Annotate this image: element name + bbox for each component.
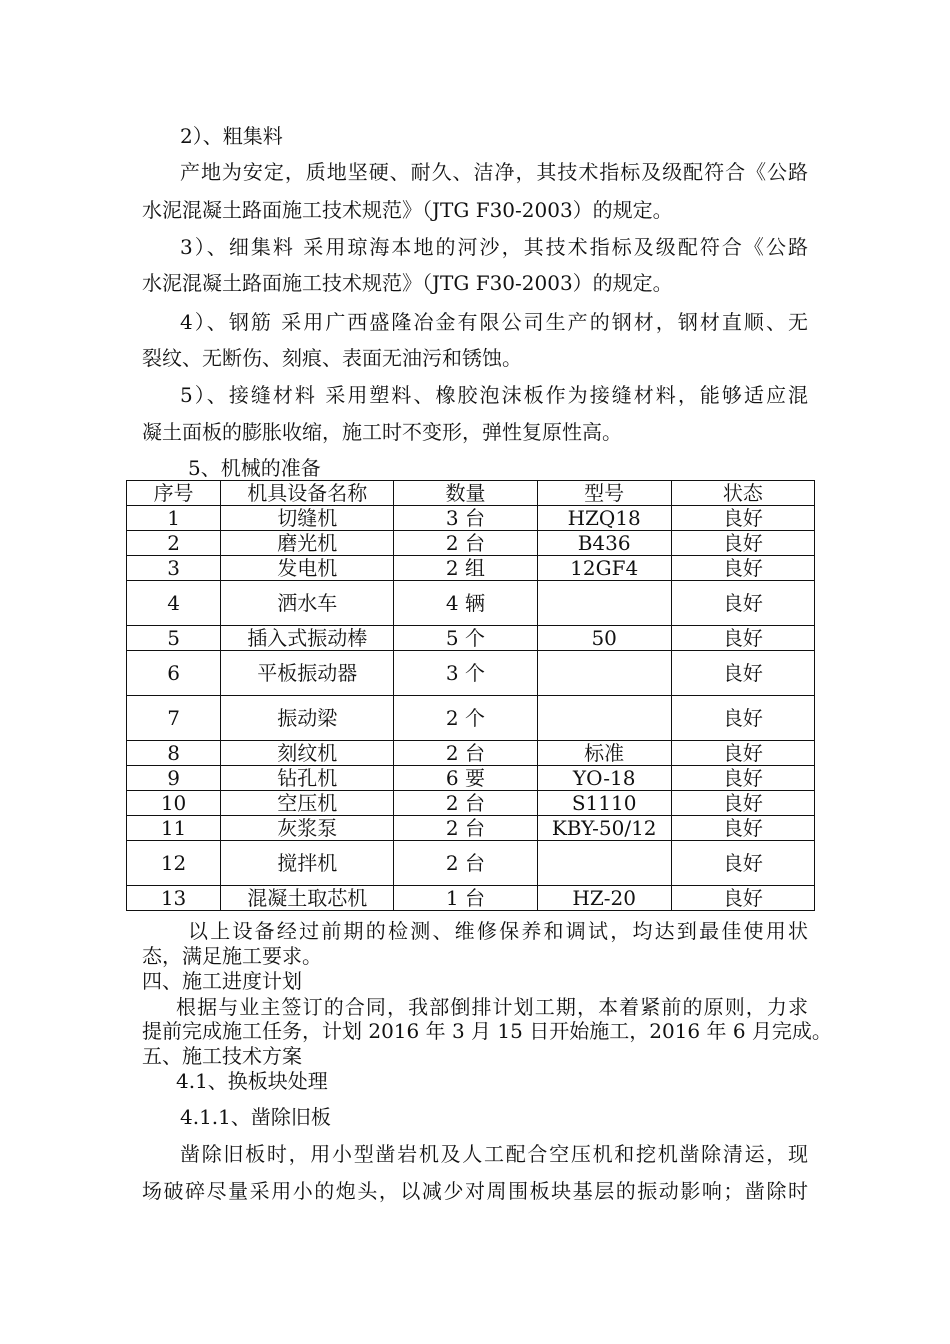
table-cell: 12GF4 <box>537 556 671 581</box>
section-4-title: 四、施工进度计划 <box>142 969 302 993</box>
table-cell: 良好 <box>671 506 814 531</box>
header-cell: 机具设备名称 <box>221 481 394 506</box>
table-cell: 4 辆 <box>394 581 537 626</box>
table-cell: 3 <box>127 556 221 581</box>
table-cell: 6 <box>127 651 221 696</box>
coarse-aggregate-text-2: 水泥混凝土路面施工技术规范》（JTG F30-2003）的规定。 <box>142 198 673 222</box>
table-row <box>127 506 815 531</box>
table-row <box>127 886 815 911</box>
table-cell: 钻孔机 <box>221 766 394 791</box>
table-cell: 刻纹机 <box>221 741 394 766</box>
table-cell: 4 <box>127 581 221 626</box>
subsection-4-1-title: 4.1、换板块处理 <box>176 1069 328 1093</box>
section-4-text-1: 根据与业主签订的合同，我部倒排计划工期，本着紧前的原则，力求 <box>176 995 808 1019</box>
table-cell: 发电机 <box>221 556 394 581</box>
header-cell: 状态 <box>671 481 814 506</box>
table-cell: 良好 <box>671 766 814 791</box>
table-row <box>127 696 815 741</box>
table-cell: 2 台 <box>394 741 537 766</box>
table-cell: 2 <box>127 531 221 556</box>
table-cell: 良好 <box>671 841 814 886</box>
after-table-text-1: 以上设备经过前期的检测、维修保养和调试，均达到最佳使用状 <box>188 919 808 943</box>
table-cell: 12 <box>127 841 221 886</box>
after-table-text-2: 态，满足施工要求。 <box>142 944 322 968</box>
table-cell: 11 <box>127 816 221 841</box>
table-cell: S1110 <box>537 791 671 816</box>
table-cell: 切缝机 <box>221 506 394 531</box>
table-cell: 混凝土取芯机 <box>221 886 394 911</box>
subsection-4-1-1-title: 4.1.1、凿除旧板 <box>180 1105 331 1129</box>
table-cell: B436 <box>537 531 671 556</box>
table-row <box>127 841 815 886</box>
table-cell: 良好 <box>671 581 814 626</box>
coarse-aggregate-title: 2）、粗集料 <box>180 124 283 148</box>
table-cell: 10 <box>127 791 221 816</box>
table-cell: 良好 <box>671 651 814 696</box>
table-cell: KBY-50/12 <box>537 816 671 841</box>
table-cell: 振动梁 <box>221 696 394 741</box>
table-cell: 搅拌机 <box>221 841 394 886</box>
table-cell: 5 个 <box>394 626 537 651</box>
table-row <box>127 766 815 791</box>
table-row <box>127 581 815 626</box>
table-cell: 6 要 <box>394 766 537 791</box>
table-cell: 2 台 <box>394 841 537 886</box>
header-cell: 序号 <box>127 481 221 506</box>
table-cell: 磨光机 <box>221 531 394 556</box>
table-cell <box>537 696 671 741</box>
table-cell: 3 台 <box>394 506 537 531</box>
table-cell: 良好 <box>671 886 814 911</box>
table-row <box>127 626 815 651</box>
fine-aggregate-text-1: 3）、细集料 采用琼海本地的河沙，其技术指标及级配符合《公路 <box>180 235 808 259</box>
table-cell: 灰浆泵 <box>221 816 394 841</box>
table-cell: 平板振动器 <box>221 651 394 696</box>
section-5-title: 五、施工技术方案 <box>142 1044 302 1068</box>
table-cell: 5 <box>127 626 221 651</box>
table-cell: 良好 <box>671 531 814 556</box>
header-cell: 数量 <box>394 481 537 506</box>
table-cell: 良好 <box>671 741 814 766</box>
machinery-section-title: 5、机械的准备 <box>188 456 321 480</box>
coarse-aggregate-text-1: 产地为安定，质地坚硬、耐久、洁净，其技术指标及级配符合《公路 <box>180 160 808 184</box>
table-row <box>127 791 815 816</box>
table-cell: 50 <box>537 626 671 651</box>
section-4-text-2: 提前完成施工任务，计划 2016 年 3 月 15 日开始施工，2016 年 6 月完成。 <box>142 1019 832 1043</box>
table-cell: 2 台 <box>394 791 537 816</box>
table-cell <box>537 651 671 696</box>
table-row <box>127 556 815 581</box>
table-cell: 良好 <box>671 556 814 581</box>
table-row <box>127 531 815 556</box>
table-cell: 良好 <box>671 816 814 841</box>
header-cell: 型号 <box>537 481 671 506</box>
table-cell: 插入式振动棒 <box>221 626 394 651</box>
table-cell <box>537 841 671 886</box>
steel-text-2: 裂纹、无断伤、刻痕、表面无油污和锈蚀。 <box>142 346 522 370</box>
table-row <box>127 741 815 766</box>
table-cell: 良好 <box>671 626 814 651</box>
table-cell: 1 <box>127 506 221 531</box>
table-cell: HZQ18 <box>537 506 671 531</box>
joint-material-text-1: 5）、接缝材料 采用塑料、橡胶泡沫板作为接缝材料，能够适应混 <box>180 383 808 407</box>
table-cell: 1 台 <box>394 886 537 911</box>
steel-text-1: 4）、钢筋 采用广西盛隆冶金有限公司生产的钢材，钢材直顺、无 <box>180 310 808 334</box>
table-cell: 13 <box>127 886 221 911</box>
table-cell: 7 <box>127 696 221 741</box>
table-cell: YO-18 <box>537 766 671 791</box>
table-cell: 2 台 <box>394 816 537 841</box>
table-cell: 2 组 <box>394 556 537 581</box>
table-header-row <box>127 481 815 506</box>
table-cell: 9 <box>127 766 221 791</box>
table-row <box>127 816 815 841</box>
fine-aggregate-text-2: 水泥混凝土路面施工技术规范》（JTG F30-2003）的规定。 <box>142 271 673 295</box>
table-cell: 洒水车 <box>221 581 394 626</box>
table-cell: 2 个 <box>394 696 537 741</box>
table-cell: 2 台 <box>394 531 537 556</box>
table-cell: 8 <box>127 741 221 766</box>
table-cell <box>537 581 671 626</box>
table-row <box>127 651 815 696</box>
table-cell: 空压机 <box>221 791 394 816</box>
chisel-text-1: 凿除旧板时，用小型凿岩机及人工配合空压机和挖机凿除清运，现 <box>180 1142 808 1166</box>
table-cell: 3 个 <box>394 651 537 696</box>
chisel-text-2: 场破碎尽量采用小的炮头，以减少对周围板块基层的振动影响；凿除时 <box>142 1179 808 1203</box>
table-cell: 良好 <box>671 791 814 816</box>
machinery-table <box>126 480 815 911</box>
joint-material-text-2: 凝土面板的膨胀收缩，施工时不变形，弹性复原性高。 <box>142 420 622 444</box>
table-cell: 良好 <box>671 696 814 741</box>
table-cell: HZ-20 <box>537 886 671 911</box>
table-cell: 标准 <box>537 741 671 766</box>
